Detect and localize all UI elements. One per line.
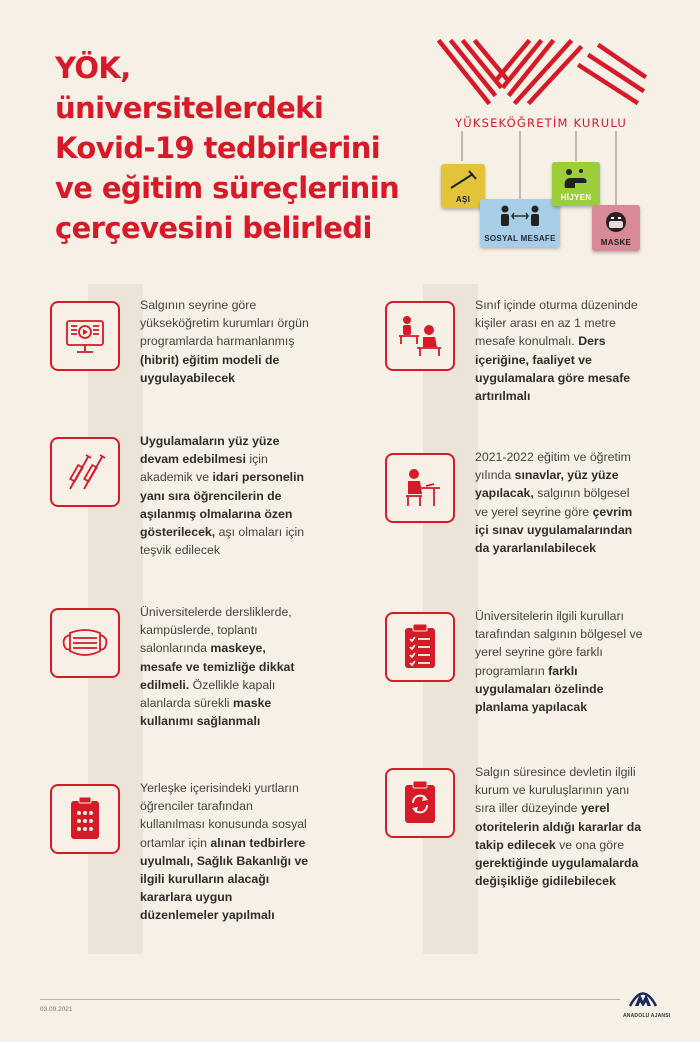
item-text-content: Üniversitelerde dersliklerde, kampüslerde, toplantı salonlarında maskeye, mesafe ve temizliğe dikkat edilmeli. Özellikle kapalı alanlarda sürekli maske kullanımı sağlanmalı bbox=[140, 605, 295, 729]
item-text-content: Salgının seyrine göre yükseköğretim kurumları örgün programlarda harmanlanmış (hibrit) eğitim modeli de uygulayabilecek bbox=[140, 298, 309, 385]
online-lesson-icon bbox=[61, 312, 109, 360]
tag-label: HİJYEN bbox=[560, 193, 592, 202]
classroom-distance-icon bbox=[395, 314, 445, 358]
tag-label: SOSYAL MESAFE bbox=[484, 234, 556, 243]
item-icon-box bbox=[385, 612, 455, 682]
title-line: ve eğitim süreçlerinin bbox=[55, 171, 400, 205]
item-text bbox=[475, 763, 645, 890]
yok-logo bbox=[430, 36, 652, 261]
title-line: üniversitelerdeki bbox=[55, 91, 324, 125]
title-line: Kovid-19 tedbirlerini bbox=[55, 131, 381, 165]
item-text-content: Sınıf içinde oturma düzeninde kişiler arası en az 1 metre mesafe konulmalı. Ders içeriğine, faaliyet ve uygulamalara göre mesafe artırılmalı bbox=[475, 298, 638, 404]
yok-emblem-icon bbox=[430, 36, 652, 116]
item-icon-box bbox=[50, 301, 120, 371]
face-mask-icon bbox=[60, 625, 110, 661]
title-line: çerçevesini belirledi bbox=[55, 211, 372, 245]
item-text-content: Uygulamaların yüz yüze devam edebilmesi için akademik ve idari personelin yanı sıra öğrencilerin de aşılanmış olmalarına özen gösterilecek, aşı olmaları için teşvik edilecek bbox=[140, 434, 305, 558]
vaccine-syringes-icon bbox=[60, 447, 110, 497]
tag-asi bbox=[441, 164, 485, 208]
item-text bbox=[140, 603, 310, 730]
item-icon-box bbox=[385, 301, 455, 371]
item-text-content: 2021-2022 eğitim ve öğretim yılında sınavlar, yüz yüze yapılacak, salgının bölgesel ve yerel seyrine göre çevrim içi sınav uygulamalarından da yararlanılabilecek bbox=[475, 450, 633, 556]
item-text-content: Yerleşke içerisindeki yurtların öğrenciler tarafından kullanılması konusunda sosyal ortamlar için alınan tedbirlere uyulmalı, Sağlık Bakanlığı ve ilgili kurulların alacağı kararlara uygun düzenlemeler yapılmalı bbox=[140, 781, 309, 923]
title-line: YÖK, bbox=[55, 51, 131, 85]
logo-name: YÜKSEKÖĞRETİM KURULU bbox=[455, 116, 627, 130]
agency-logo bbox=[623, 985, 671, 1019]
agency-name: ANADOLU AJANSI bbox=[623, 1013, 671, 1019]
student-desk-icon bbox=[396, 466, 444, 510]
item-icon-box bbox=[50, 784, 120, 854]
item-icon-box bbox=[50, 608, 120, 678]
footer-divider bbox=[40, 999, 620, 1000]
hand-wash-icon bbox=[561, 167, 591, 189]
item-text bbox=[140, 296, 310, 387]
tag-label: AŞI bbox=[455, 195, 471, 204]
item-text bbox=[475, 607, 645, 716]
tag-maske bbox=[592, 205, 640, 251]
refresh-clipboard-icon bbox=[400, 779, 440, 827]
social-distance-icon bbox=[498, 204, 542, 228]
footer-date: 03.09.2021 bbox=[40, 1006, 73, 1013]
item-text bbox=[140, 432, 310, 559]
item-text-content: Üniversitelerin ilgili kurulları tarafından salgının bölgesel ve yerel seyrine göre farklı programların farklı uygulamaları özelinde planlama yapılacak bbox=[475, 609, 643, 715]
aa-logo-icon bbox=[628, 985, 658, 1007]
item-text bbox=[475, 296, 645, 405]
tag-label: MASKE bbox=[600, 238, 632, 247]
page-title bbox=[55, 48, 425, 248]
item-text bbox=[140, 779, 310, 925]
item-icon-box bbox=[385, 768, 455, 838]
tag-hijyen bbox=[552, 162, 600, 206]
item-text bbox=[475, 448, 645, 557]
tag-sosyal-mesafe bbox=[480, 199, 560, 247]
item-icon-box bbox=[385, 453, 455, 523]
dormitory-document-icon bbox=[65, 795, 105, 843]
syringe-icon bbox=[448, 169, 478, 191]
checklist-clipboard-icon bbox=[400, 622, 440, 672]
item-icon-box bbox=[50, 437, 120, 507]
masked-face-icon bbox=[604, 210, 628, 234]
item-text-content: Salgın süresince devletin ilgili kurum ve kuruluşlarının yanı sıra iller düzeyinde yerel otoritelerin aldığı kararlar da takip edilecek ve ona göre gerektiğinde uygulamalarda değişikliğe gidilebilecek bbox=[475, 765, 642, 889]
